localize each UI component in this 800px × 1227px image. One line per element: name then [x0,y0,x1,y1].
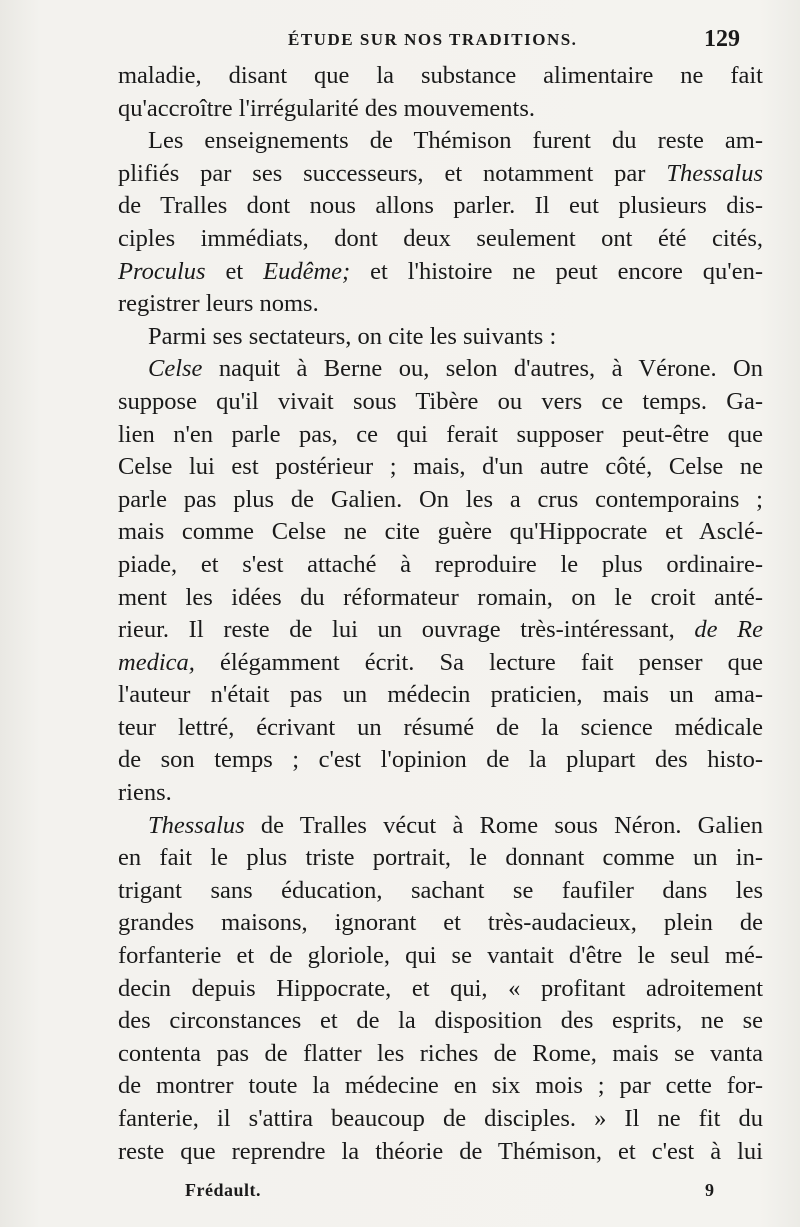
text-line: fanterie, il s'attira beaucoup de disciples. » Il ne fit du [118,1105,763,1132]
text-line: Les enseignements de Thémison furent du reste am- [148,127,763,155]
page-footer [185,1180,725,1204]
text-line: forfanterie et de gloriole, qui se vantait d'être le seul mé- [118,942,763,970]
text-line: Parmi ses sectateurs, on cite les suivants : [148,322,557,350]
text-line: Thessalus de Tralles vécut à Rome sous Néron. Galien [148,811,763,839]
text-line: lien n'en parle pas, ce qui ferait supposer peut-être que [118,420,763,448]
page-header [120,26,740,58]
text-line: teur lettré, écrivant un résumé de la science médicale [118,713,763,741]
text-line: de Tralles dont nous allons parler. Il eut plusieurs dis- [118,192,763,220]
signature-number: 9 [705,1180,714,1200]
text-line: riens. [118,779,172,807]
text-line: decin depuis Hippocrate, et qui, « profitant adroitement [118,974,763,1002]
text-line: ment les idées du réformateur romain, on le croit anté- [118,583,763,611]
text-line: des circonstances et de la disposition des esprits, ne se [118,1007,763,1035]
text-line: grandes maisons, ignorant et très-audacieux, plein de [118,909,763,937]
running-title: ÉTUDE SUR NOS TRADITIONS. [288,30,578,49]
text-line: qu'accroître l'irrégularité des mouvements. [118,94,536,122]
text-line: piade, et s'est attaché à reproduire le plus ordinaire- [118,550,763,578]
text-line: rieur. Il reste de lui un ouvrage très-intéressant, de Re [118,616,764,644]
text-line: registrer leurs noms. [118,290,319,318]
text-line: reste que reprendre la théorie de Thémison, et c'est à lui [118,1137,763,1165]
text-line: ciples immédiats, dont deux seulement ont été cités, [118,224,763,252]
text-line: plifiés par ses successeurs, et notamment par Thessalus [118,159,763,187]
text-line: Celse naquit à Berne ou, selon d'autres, à Vérone. On [148,355,763,383]
text-line: mais comme Celse ne cite guère qu'Hippocrate et Asclé- [118,518,763,546]
text-line: parle pas plus de Galien. On les a crus contemporains ; [118,485,763,513]
text-line: medica, élégamment écrit. Sa lecture fait penser que [118,648,763,676]
text-line: Proculus et Eudême; et l'histoire ne peut encore qu'en- [118,257,763,285]
text-line: maladie, disant que la substance alimentaire ne fait [118,62,763,89]
printer-signature: Frédault. [185,1180,261,1200]
text-line: en fait le plus triste portrait, le donnant comme un in- [118,844,763,872]
body-text [118,60,763,1168]
page-number: 129 [704,26,740,52]
text-line: Celse lui est postérieur ; mais, d'un autre côté, Celse ne [118,453,763,481]
text-line: trigant sans éducation, sachant se faufiler dans les [118,876,763,904]
text-line: l'auteur n'était pas un médecin praticien, mais un ama- [118,681,763,709]
text-line: de son temps ; c'est l'opinion de la plupart des histo- [118,746,763,774]
text-line: de montrer toute la médecine en six mois ; par cette for- [118,1072,763,1100]
text-line: suppose qu'il vivait sous Tibère ou vers ce temps. Ga- [118,387,763,415]
text-line: contenta pas de flatter les riches de Rome, mais se vanta [118,1039,763,1067]
